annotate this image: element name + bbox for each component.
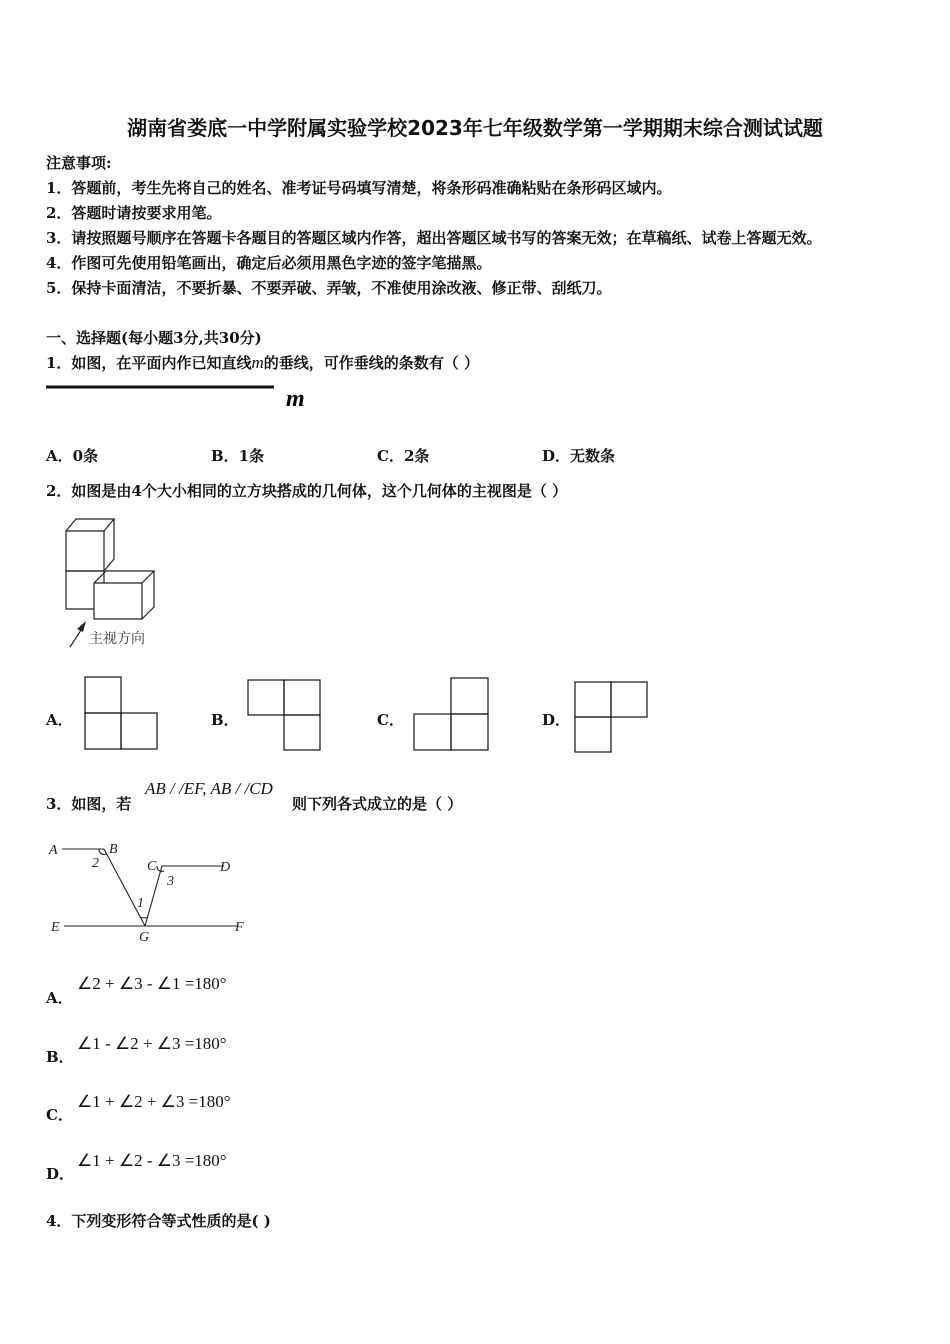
q2-option-b-figure	[247, 679, 323, 753]
question-1-text: 1．如图，在平面内作已知直线	[46, 354, 252, 372]
q3-option-d-label: D．	[46, 1165, 75, 1183]
label-point-e: E	[51, 920, 60, 935]
question-3-condition: AB / /EF, AB / /CD	[145, 779, 273, 798]
question-1-var: m	[251, 353, 264, 372]
notice-item: 2．答题时请按要求用笔。	[46, 204, 222, 222]
section-heading: 一、选择题(每小题3分,共30分)	[46, 329, 262, 347]
notice-item: 1．答题前，考生先将自己的姓名、准考证号码填写清楚，将条形码准确粘贴在条形码区域内。	[46, 179, 672, 197]
line-m-figure	[40, 380, 330, 420]
label-point-d: D	[220, 860, 231, 875]
page-title: 湖南省娄底一中学附属实验学校2023年七年级数学第一学期期末综合测试试题	[127, 116, 823, 140]
q3-option-c-label: C．	[46, 1106, 73, 1124]
notice-item: 5．保持卡面清洁，不要折暴、不要弄破、弄皱，不准使用涂改液、修正带、刮纸刀。	[46, 279, 612, 297]
q3-option-a-label: A．	[46, 989, 73, 1007]
question-3-text: 3．如图，若	[46, 795, 132, 813]
label-point-g: G	[139, 930, 150, 945]
q2-option-c-label: C．	[377, 711, 404, 729]
q1-option-c: C．2条	[377, 447, 430, 465]
q1-option-a: A．0条	[46, 447, 99, 465]
q2-option-d-label: D．	[542, 711, 571, 729]
notice-item: 4．作图可先使用铅笔画出，确定后必须用黑色字迹的签字笔描黑。	[46, 254, 492, 272]
question-4: 4．下列变形符合等式性质的是( )	[46, 1212, 271, 1230]
q3-option-b-label: B．	[46, 1048, 74, 1066]
label-point-f: F	[235, 920, 244, 935]
q2-option-c-figure	[413, 677, 491, 753]
q3-option-c-expr: ∠1 + ∠2 + ∠3 =180°	[77, 1092, 231, 1111]
q3-option-b-expr: ∠1 - ∠2 + ∠3 =180°	[77, 1034, 227, 1053]
label-angle-3: 3	[167, 874, 174, 889]
notice-item: 3．请按照题号顺序在答题卡各题目的答题区域内作答，超出答题区域书写的答案无效；在草稿纸、试卷上答题无效。	[46, 229, 822, 247]
view-direction-label: 主视方向	[89, 632, 145, 647]
q2-option-a-label: A．	[46, 711, 73, 729]
question-1-text-after: 的垂线，可作垂线的条数有（ ）	[263, 354, 479, 372]
label-point-c: C	[147, 859, 157, 874]
q2-option-b-label: B．	[211, 711, 239, 729]
q1-option-b: B．1条	[211, 447, 265, 465]
question-3-text-after: 则下列各式成立的是（ ）	[292, 795, 463, 813]
q3-option-d-expr: ∠1 + ∠2 - ∠3 =180°	[77, 1151, 227, 1170]
label-angle-1: 1	[137, 896, 144, 911]
cube-figure	[60, 515, 170, 655]
question-1	[46, 352, 479, 373]
parallel-lines-figure	[44, 835, 254, 945]
q3-option-a-expr: ∠2 + ∠3 - ∠1 =180°	[77, 974, 227, 993]
q1-option-d: D．无数条	[542, 447, 616, 465]
notice-heading: 注意事项:	[46, 154, 112, 172]
question-2: 2．如图是由4个大小相同的立方块搭成的几何体，这个几何体的主视图是（ ）	[46, 482, 568, 500]
q2-option-d-figure	[574, 681, 650, 755]
label-point-b: B	[109, 842, 118, 857]
label-point-a: A	[49, 843, 58, 858]
line-m-label: m	[286, 386, 305, 412]
label-angle-2: 2	[92, 856, 99, 871]
q2-option-a-figure	[84, 676, 160, 752]
